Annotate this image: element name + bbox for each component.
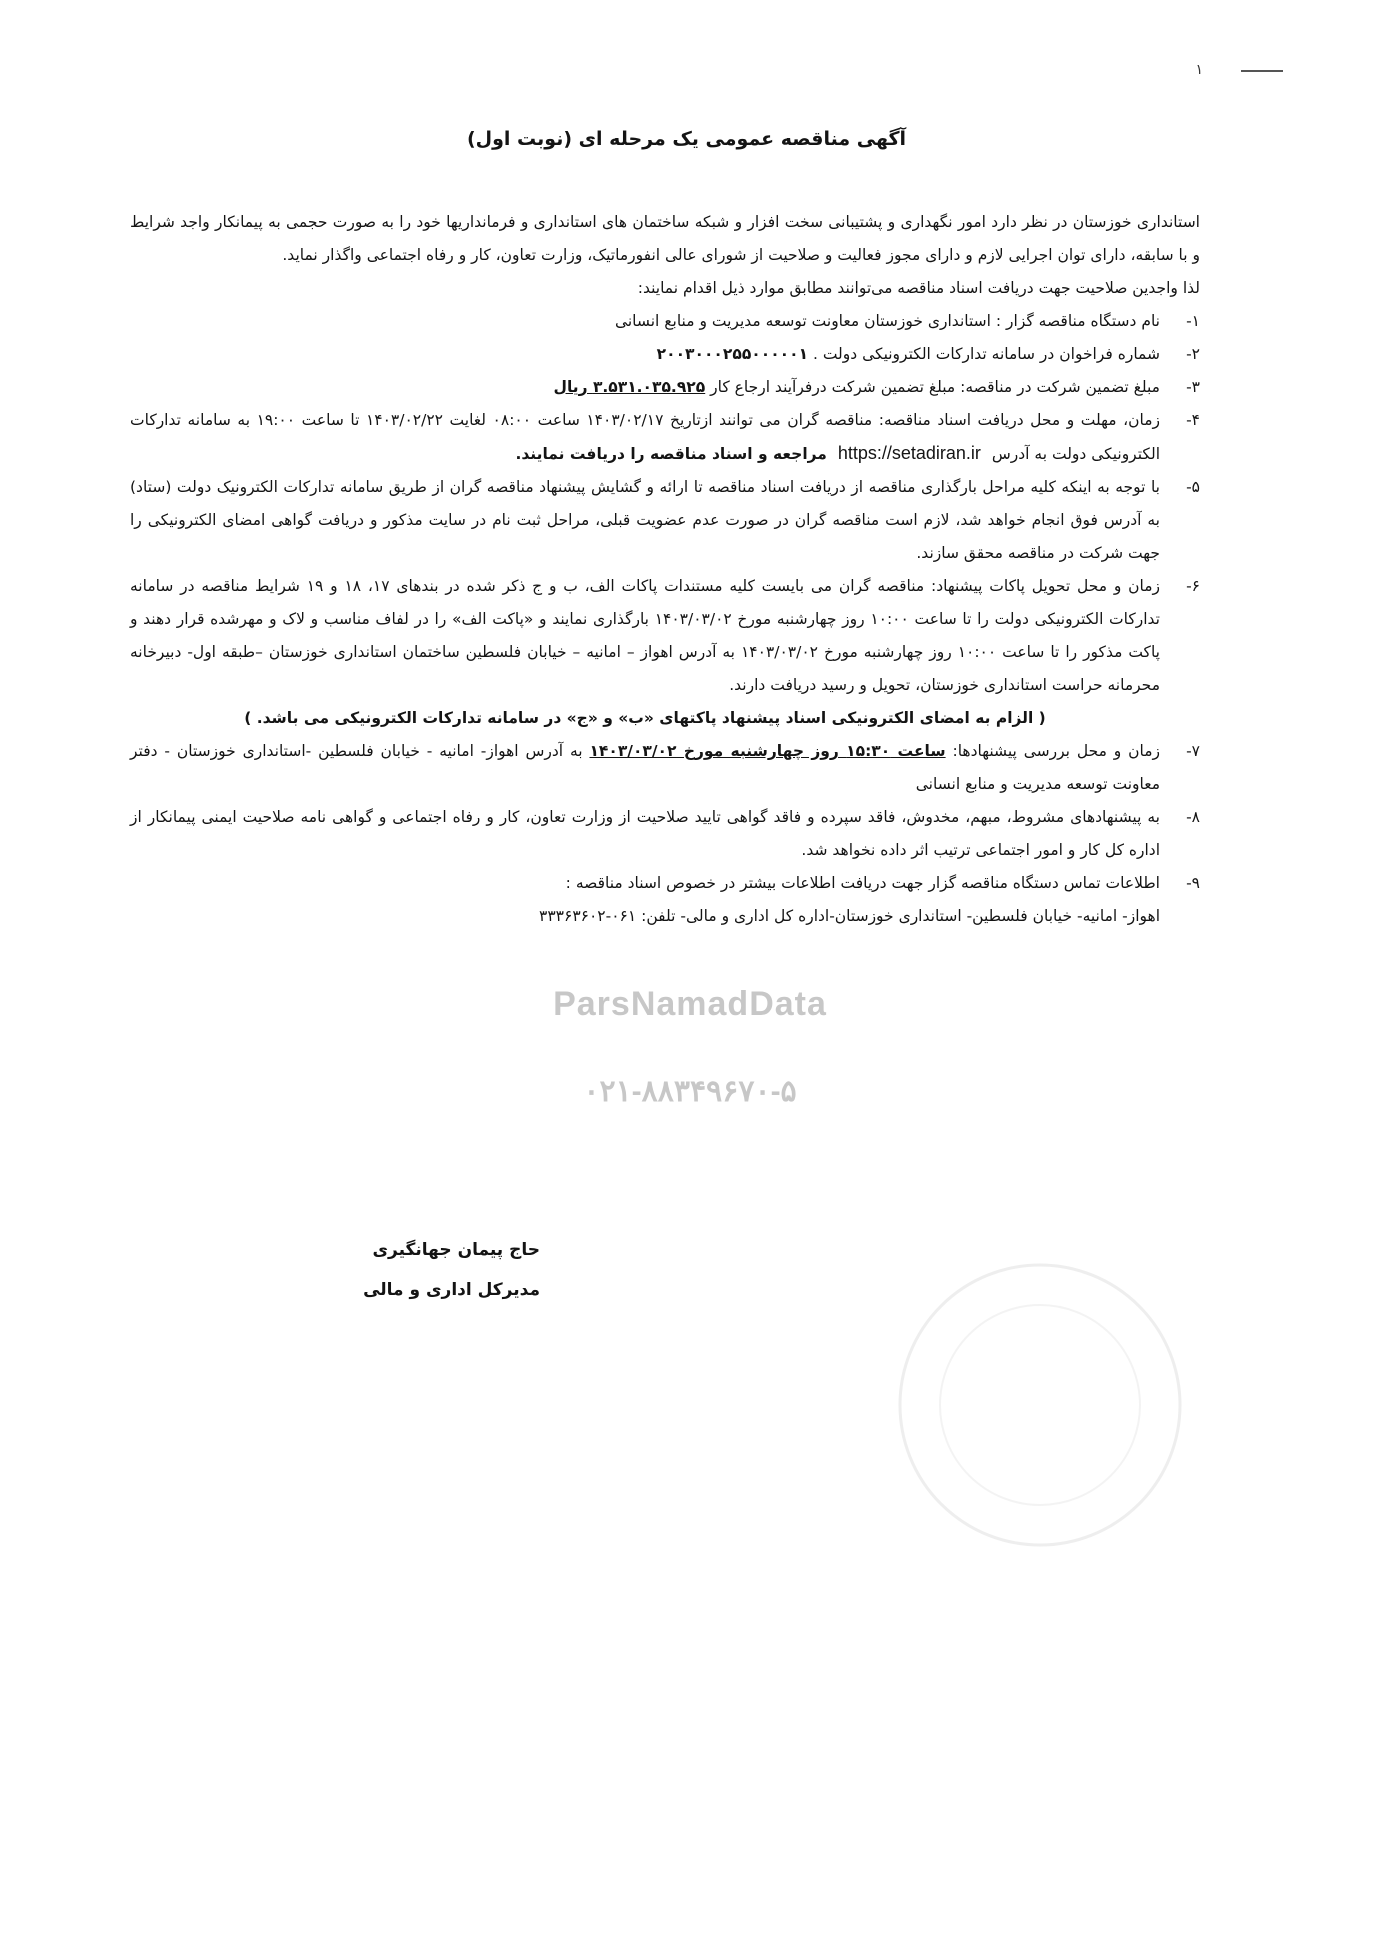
list-item [130,801,1200,867]
item-number: ۹- [1186,874,1200,892]
watermark-phone: ۰۲۱-۸۸۳۴۹۶۷۰-۵ [583,1075,797,1108]
list-item [130,735,1200,801]
guarantee-amount: ۳.۵۳۱.۰۳۵.۹۲۵ ریال [553,378,706,396]
signatory-role: مدیرکل اداری و مالی [363,1280,540,1300]
list-item [130,471,1200,570]
list-item [130,867,1200,900]
notice-body [130,206,1200,933]
item-text: نام دستگاه مناقصه گزار : استانداری خوزستان معاونت توسعه مدیریت و منابع انسانی [614,312,1160,330]
item-text-post: مراجعه و اسناد مناقصه را دریافت نمایند. [515,445,827,463]
lead-paragraph: لذا واجدین صلاحیت جهت دریافت اسناد مناقصه می‌توانند مطابق موارد ذیل اقدام نمایند: [637,279,1200,297]
watermark-brand: ParsNamadData [553,985,827,1023]
watermark [500,985,880,1109]
setadiran-link[interactable]: https://setadiran.ir [837,443,981,463]
requirement-text: ( الزام به امضای الکترونیکی اسناد پیشنهاد پاکتهای «ب» و «ج» در سامانه تدارکات الکترونیکی می باشد. ) [244,709,1046,727]
page-corner-mark: ۱ [1195,62,1203,78]
item-text: اطلاعات تماس دستگاه مناقصه گزار جهت دریافت اطلاعات بیشتر در خصوص اسناد مناقصه : [565,874,1160,892]
item-number: ۱- [1186,312,1200,330]
list-item [130,404,1200,471]
item-text: به پیشنهادهای مشروط، مبهم، مخدوش، فاقد سپرده و فاقد گواهی تایید صلاحیت از وزارت تعاون، کار و رفاه اجتماعی و گواهی نامه صلاحیت ایمنی پیمانکار از اداره کل کار و امور اجتماعی ترتیب اثر داده نخواهد شد. [130,808,1160,859]
contact-address [130,900,1200,933]
item-number: ۴- [1186,411,1200,429]
signature-block [240,1230,540,1310]
item-number: ۶- [1186,577,1200,595]
item-text: زمان، مهلت و محل دریافت اسناد مناقصه: مناقصه گران می توانند ازتاریخ ۱۴۰۳/۰۲/۱۷ ساعت ۰۸:۰۰ لغایت ۱۴۰۳/۰۲/۲۲ تا ساعت ۱۹:۰۰ به سامانه تدارکات الکترونیکی دولت به آدرس [130,411,1160,463]
item-text: با توجه به اینکه کلیه مراحل بارگذاری مناقصه از دریافت اسناد مناقصه تا ارائه و گشایش پیشنهاد مناقصه گران از طریق سامانه تدارکات الکترونیک دولت (ستاد) به آدرس فوق انجام خواهد شد، لازم است مناقصه گران در صورت عدم عضویت قبلی، مراحل ثبت نام در سایت مذکور و دریافت گواهی امضای الکترونیکی را جهت شرکت در مناقصه محقق سازند. [130,478,1160,562]
item-text: مبلغ تضمین شرکت در مناقصه: مبلغ تضمین شرکت درفرآیند ارجاع کار [705,378,1160,396]
item-number: ۷- [1186,742,1200,760]
list-item [130,371,1200,404]
item-text: زمان و محل بررسی پیشنهادها: [945,742,1160,760]
item-text: شماره فراخوان در سامانه تدارکات الکترونیکی دولت . [808,345,1160,363]
contact-text: اهواز- امانیه- خیابان فلسطین- استانداری خوزستان-اداره کل اداری و مالی- تلفن: ۰۶۱-۳۳۳۶۳۶۰۲ [539,907,1160,925]
corner-dash-mark [1241,70,1283,72]
notice-title: آگهی مناقصه عمومی یک مرحله ای (نوبت اول) [466,128,907,150]
e-signature-requirement [130,702,1200,735]
list-item [130,338,1200,371]
list-item [130,570,1200,702]
item-number: ۲- [1186,345,1200,363]
intro-paragraph: استانداری خوزستان در نظر دارد امور نگهداری و پشتیبانی سخت افزار و شبکه ساختمان های استانداری و فرمانداریها خود را به صورت حجمی به پیمانکار واجد شرایط و با سابقه، دارای توان اجرایی لازم و دارای مجوز فعالیت و صلاحیت از شورای عالی انفورماتیک، وزارت تعاون، کار و رفاه اجتماعی واگذار نماید. [130,213,1200,264]
item-text-post: به آدرس اهواز- امانیه - خیابان فلسطین -استانداری خوزستان - دفتر معاونت توسعه مدیریت و منابع انسانی [130,742,1160,793]
item-number: ۸- [1186,808,1200,826]
list-item [130,305,1200,338]
item-number: ۵- [1186,478,1200,496]
item-number: ۳- [1186,378,1200,396]
call-number: ۲۰۰۳۰۰۰۲۵۵۰۰۰۰۰۱ [656,345,809,363]
signatory-name: حاج پیمان جهانگیری [372,1240,540,1260]
conditions-list [130,305,1200,933]
faint-stamp [880,1245,1200,1565]
review-datetime: ساعت ۱۵:۳۰ روز چهارشنبه مورخ ۱۴۰۳/۰۳/۰۲ [589,742,946,760]
item-text: زمان و محل تحویل پاکات پیشنهاد: مناقصه گران می بایست کلیه مستندات پاکات الف، ب و ج ذکر شده در بندهای ۱۷، ۱۸ و ۱۹ شرایط مناقصه در سامانه تدارکات الکترونیکی دولت را تا ساعت ۱۰:۰۰ روز چهارشنبه مورخ ۱۴۰۳/۰۳/۰۲ بارگذاری نمایند و «پاکت الف» را در لفاف مناسب و لاک و مهرشده قرار دهند و پاکت مذکور را تا ساعت ۱۰:۰۰ روز چهارشنبه مورخ ۱۴۰۳/۰۳/۰۲ به آدرس اهواز – امانیه – خیابان فلسطین ساختمان استانداری خوزستان –طبقه اول- دبیرخانه محرمانه حراست استانداری خوزستان، تحویل و رسید دریافت دارند. [130,577,1160,694]
